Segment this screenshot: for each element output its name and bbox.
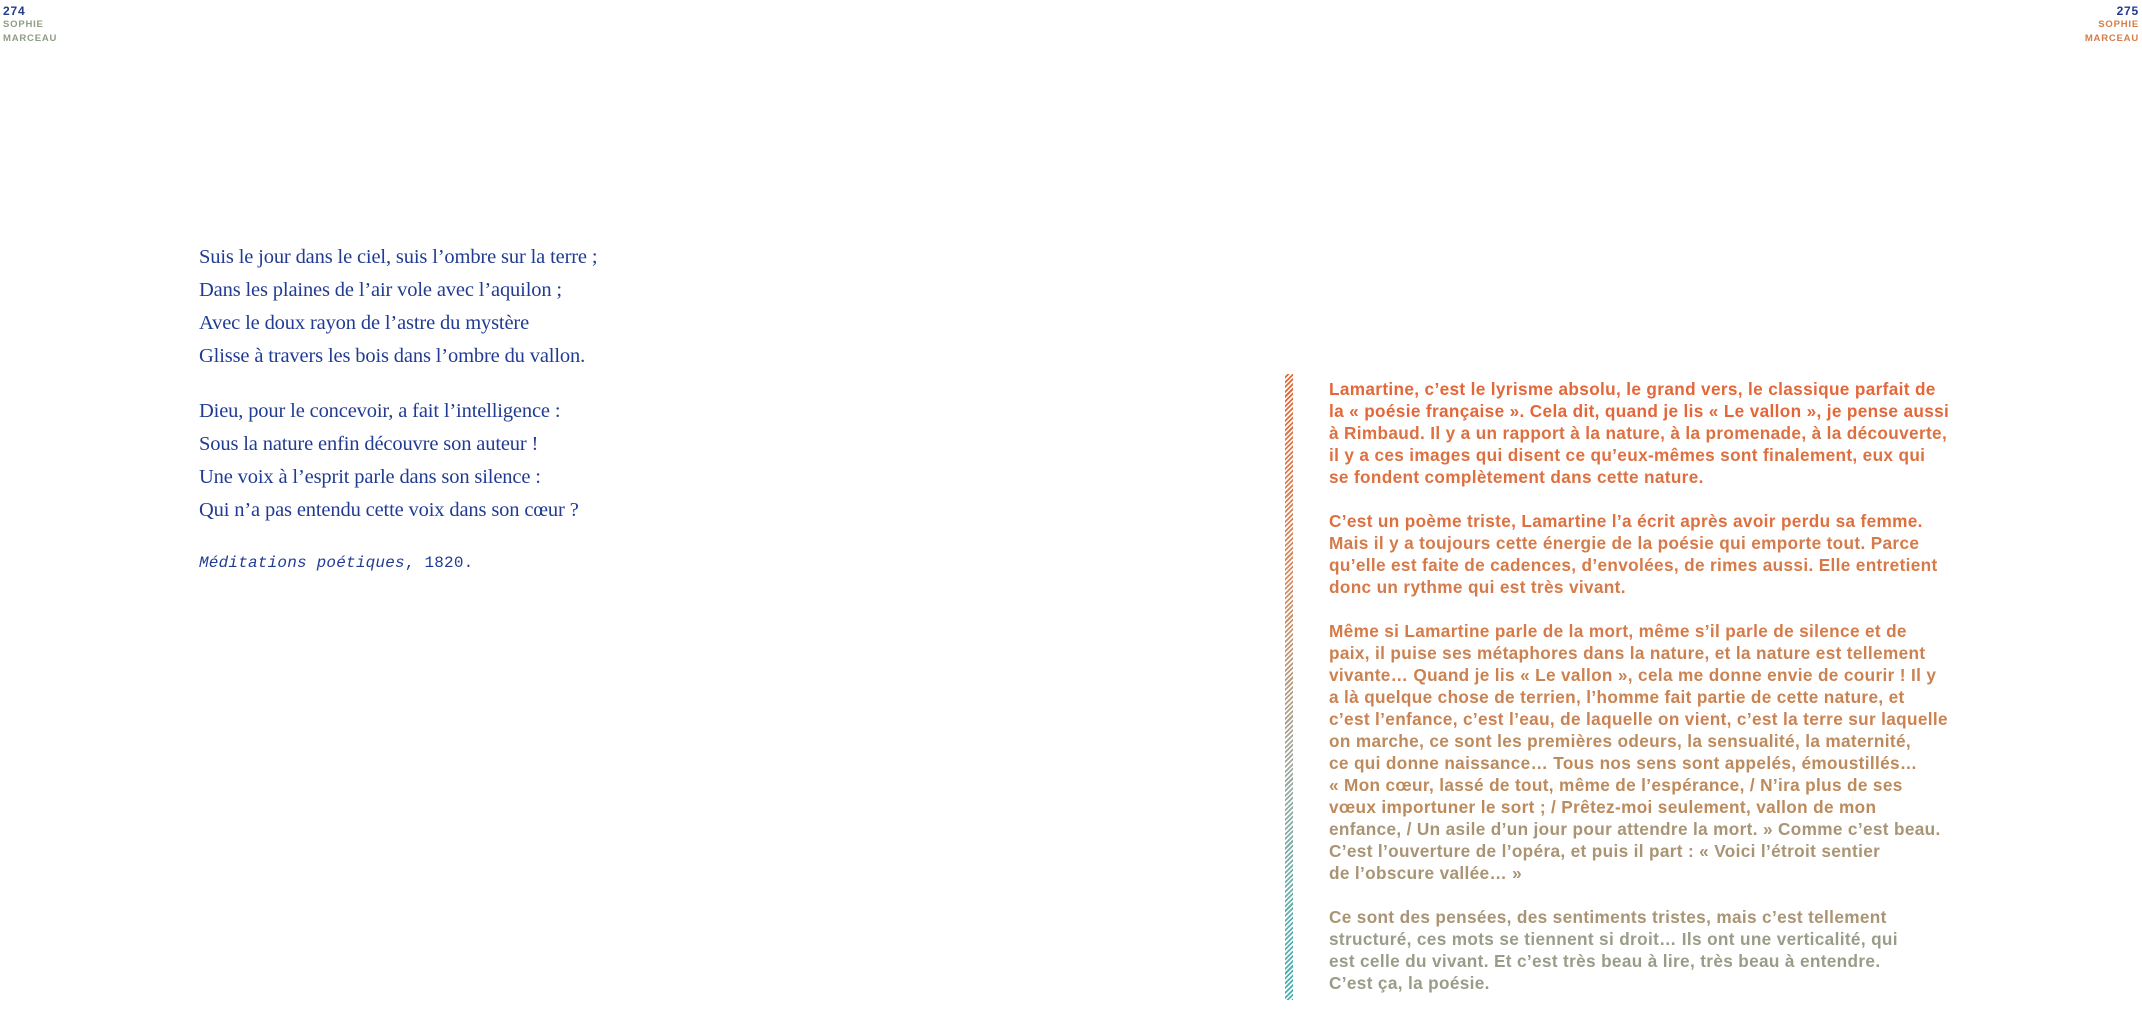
commentary-line: Ce sont des pensées, des sentiments tristes, mais c’est tellement <box>1329 907 1887 927</box>
poem-line: Dans les plaines de l’air vole avec l’aquilon ; <box>199 279 562 301</box>
poem-line: Glisse à travers les bois dans l’ombre du vallon. <box>199 345 586 367</box>
left-page-number: 274 <box>3 4 26 18</box>
commentary-line: structuré, ces mots se tiennent si droit… Ils ont une verticalité, qui <box>1329 929 1898 949</box>
commentary-line: C’est un poème triste, Lamartine l’a écrit après avoir perdu sa femme. <box>1329 511 1923 531</box>
commentary-line: on marche, ce sont les premières odeurs, la sensualité, la maternité, <box>1329 731 1912 751</box>
commentary-line: a là quelque chose de terrien, l’homme fait partie de cette nature, et <box>1329 687 1905 707</box>
commentary-line: la « poésie française ». Cela dit, quand je lis « Le vallon », je pense aussi <box>1329 401 1950 421</box>
poem-source <box>199 554 473 572</box>
commentary-line: enfance, / Un asile d’un jour pour attendre la mort. » Comme c’est beau. <box>1329 819 1941 839</box>
poem-line: Une voix à l’esprit parle dans son silence : <box>199 466 541 488</box>
commentary-line: « Mon cœur, lassé de tout, même de l’espérance, / N’ira plus de ses <box>1329 775 1903 795</box>
source-title: Méditations poétiques <box>199 554 405 572</box>
left-author-first: SOPHIE <box>3 19 44 30</box>
commentary-paragraph <box>1329 510 2029 598</box>
commentary-line: ce qui donne naissance… Tous nos sens sont appelés, émoustillés… <box>1329 753 1918 773</box>
commentary-line: il y a ces images qui disent ce qu’eux-mêmes sont finalement, eux qui <box>1329 445 1926 465</box>
commentary-line: paix, il puise ses métaphores dans la nature, et la nature est tellement <box>1329 643 1926 663</box>
commentary-line: est celle du vivant. Et c’est très beau à lire, très beau à entendre. <box>1329 951 1881 971</box>
poem-line: Dieu, pour le concevoir, a fait l’intelligence : <box>199 400 561 422</box>
right-page-number: 275 <box>2116 4 2139 18</box>
commentary-line: Lamartine, c’est le lyrisme absolu, le grand vers, le classique parfait de <box>1329 379 1936 399</box>
right-author-last: MARCEAU <box>2084 33 2139 44</box>
commentary-line: à Rimbaud. Il y a un rapport à la nature, à la promenade, à la découverte, <box>1329 423 1948 443</box>
commentary <box>1329 378 2029 1016</box>
commentary-line: c’est l’enfance, c’est l’eau, de laquelle on vient, c’est la terre sur laquelle <box>1329 709 1948 729</box>
commentary-line: vœux importuner le sort ; / Prêtez-moi seulement, vallon de mon <box>1329 797 1877 817</box>
hatched-vertical-rule <box>1285 374 1293 1000</box>
commentary-line: de l’obscure vallée… » <box>1329 863 1523 883</box>
commentary-line: C’est l’ouverture de l’opéra, et puis il part : « Voici l’étroit sentier <box>1329 841 1881 861</box>
poem <box>199 241 597 549</box>
poem-line: Qui n’a pas entendu cette voix dans son cœur ? <box>199 499 579 521</box>
right-folio <box>2085 4 2139 46</box>
poem-line: Suis le jour dans le ciel, suis l’ombre sur la terre ; <box>199 246 598 268</box>
commentary-line: Même si Lamartine parle de la mort, même s’il parle de silence et de <box>1329 621 1907 641</box>
left-folio <box>3 4 57 46</box>
commentary-paragraph <box>1329 378 2029 488</box>
right-author-first: SOPHIE <box>2098 19 2139 30</box>
commentary-line: se fondent complètement dans cette nature. <box>1329 467 1704 487</box>
left-author-last: MARCEAU <box>3 33 58 44</box>
poem-stanza-2 <box>199 395 597 527</box>
commentary-paragraph <box>1329 620 2029 884</box>
source-year: , 1820. <box>404 554 474 572</box>
commentary-paragraph <box>1329 906 2029 994</box>
commentary-line: qu’elle est faite de cadences, d’envolées, de rimes aussi. Elle entretient <box>1329 555 1938 575</box>
poem-line: Avec le doux rayon de l’astre du mystère <box>199 312 530 334</box>
commentary-line: C’est ça, la poésie. <box>1329 973 1490 993</box>
commentary-line: donc un rythme qui est très vivant. <box>1329 577 1626 597</box>
poem-stanza-1 <box>199 241 597 373</box>
commentary-line: vivante… Quand je lis « Le vallon », cela me donne envie de courir ! Il y <box>1329 665 1937 685</box>
poem-line: Sous la nature enfin découvre son auteur ! <box>199 433 539 455</box>
commentary-line: Mais il y a toujours cette énergie de la poésie qui emporte tout. Parce <box>1329 533 1920 553</box>
